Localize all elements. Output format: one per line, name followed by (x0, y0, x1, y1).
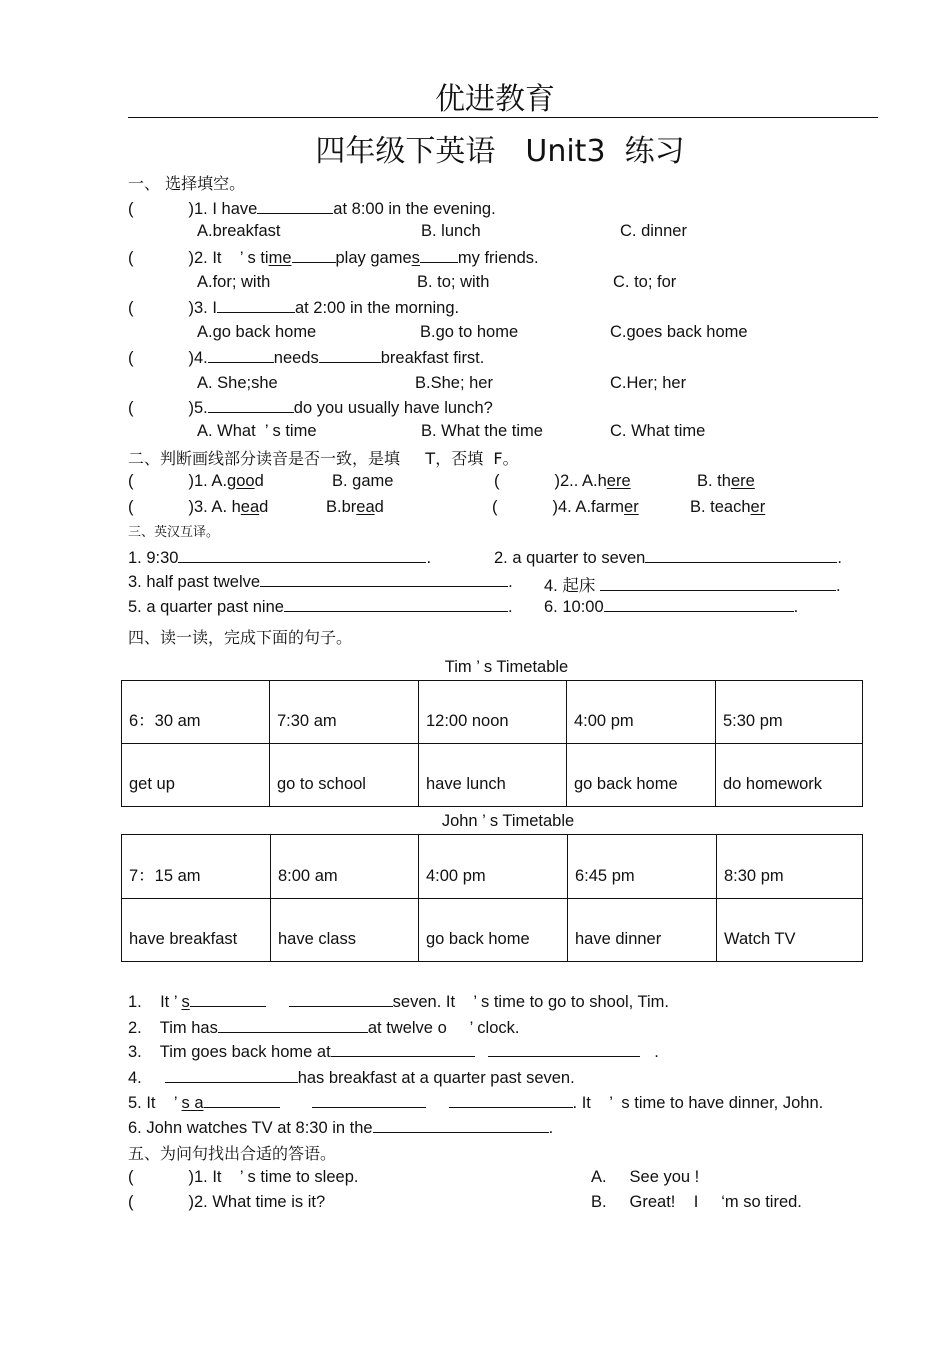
john-activity-cell: go back home (419, 899, 568, 962)
tim-time-cell: 6：30 am (122, 681, 270, 744)
q2-option-c: C. to; for (613, 273, 677, 291)
s4-fill-4: 4. has breakfast at a quarter past seven. (128, 1069, 575, 1087)
section-1-heading: 一、 选择填空。 (128, 174, 246, 193)
q3-option-a: A.go back home (197, 323, 317, 341)
s2-q1: ( )1. A.good (128, 472, 264, 490)
q3-option-c: C.goes back home (610, 323, 748, 341)
org-name: 优进教育 (435, 82, 555, 117)
page-title: 四年级下英语 Unit3 练习 (315, 134, 685, 169)
s4-fill-6: 6. John watches TV at 8:30 in the . (128, 1119, 554, 1137)
s3-item-4: 4. 起床 . (544, 577, 841, 595)
john-activity-cell: have dinner (568, 899, 717, 962)
tim-timetable-caption: Tim ’ s Timetable (444, 658, 569, 676)
q1-stem: ( )1. I have at 8:00 in the evening. (128, 200, 496, 218)
q4-option-b: B.She; her (415, 374, 493, 392)
s5-question-1: ( )1. It ’ s time to sleep. (128, 1168, 359, 1186)
q2-option-b: B. to; with (417, 273, 490, 291)
s3-item-3: 3. half past twelve . (128, 573, 513, 591)
q5-option-a: A. What ’ s time (197, 422, 317, 440)
s2-q4-b: B. teacher (690, 498, 766, 516)
john-time-cell: 7：15 am (122, 835, 271, 899)
s2-q3-b: B.bread (326, 498, 384, 516)
s5-question-2: ( )2. What time is it? (128, 1193, 326, 1211)
s2-q2: ( )2.. A.here (494, 472, 631, 490)
john-time-cell: 6:45 pm (568, 835, 717, 899)
tim-activity-cell: get up (122, 744, 270, 807)
john-activity-cell: Watch TV (717, 899, 863, 962)
q4-option-c: C.Her; her (610, 374, 687, 392)
tim-activity-cell: go back home (567, 744, 716, 807)
q4-stem: ( )4. needs breakfast first. (128, 349, 485, 367)
section-3-heading: 三、英汉互译。 (128, 525, 220, 540)
s4-fill-2: 2. Tim has at twelve o ’ clock. (128, 1019, 520, 1037)
q1-option-b: B. lunch (421, 222, 481, 240)
s2-q3: ( )3. A. head (128, 498, 269, 516)
john-activity-cell: have class (271, 899, 419, 962)
q1-option-a: A.breakfast (197, 222, 281, 240)
q4-option-a: A. She;she (197, 374, 278, 392)
tim-time-cell: 12:00 noon (419, 681, 567, 744)
s4-fill-5: 5. It ’ s a . It ’ s time to have dinner, John. (128, 1094, 824, 1112)
tim-activity-cell: have lunch (419, 744, 567, 807)
john-activity-cell: have breakfast (122, 899, 271, 962)
section-2-heading: 二、判断画线部分读音是否一致，是填 T，否填 F。 (128, 449, 519, 468)
s2-q2-b: B. there (697, 472, 755, 490)
john-time-cell: 4:00 pm (419, 835, 568, 899)
s3-item-2: 2. a quarter to seven . (494, 549, 842, 567)
tim-time-cell: 5:30 pm (716, 681, 863, 744)
tim-timetable (121, 680, 863, 807)
s5-answer-a: A. See you ! (591, 1168, 700, 1186)
s2-q4: ( )4. A.farmer (492, 498, 639, 516)
q1-option-c: C. dinner (620, 222, 687, 240)
s2-q1-b: B. game (332, 472, 394, 490)
q5-option-c: C. What time (610, 422, 706, 440)
tim-time-cell: 4:00 pm (567, 681, 716, 744)
section-4-heading: 四、读一读，完成下面的句子。 (128, 628, 353, 647)
john-time-cell: 8:30 pm (717, 835, 863, 899)
john-timetable (121, 834, 863, 962)
q2-stem: ( )2. It ’ s time play games my friends. (128, 249, 539, 267)
q5-stem: ( )5. do you usually have lunch? (128, 399, 493, 417)
tim-activity-cell: do homework (716, 744, 863, 807)
tim-activity-cell: go to school (270, 744, 419, 807)
s3-item-6: 6. 10:00 . (544, 598, 799, 616)
q2-option-a: A.for; with (197, 273, 271, 291)
q3-option-b: B.go to home (420, 323, 519, 341)
john-timetable-caption: John ’ s Timetable (441, 812, 575, 830)
s4-fill-1: 1. It ’ s seven. It ’ s time to go to shool, Tim. (128, 993, 670, 1011)
s3-item-5: 5. a quarter past nine . (128, 598, 513, 616)
john-time-cell: 8:00 am (271, 835, 419, 899)
header-rule (128, 117, 878, 118)
section-5-heading: 五、为问句找出合适的答语。 (128, 1144, 337, 1163)
s5-answer-b: B. Great! I ‘m so tired. (591, 1193, 802, 1211)
q3-stem: ( )3. I at 2:00 in the morning. (128, 299, 460, 317)
tim-time-cell: 7:30 am (270, 681, 419, 744)
q5-option-b: B. What the time (421, 422, 543, 440)
s4-fill-3: 3. Tim goes back home at . (128, 1043, 659, 1061)
s3-item-1: 1. 9:30 . (128, 549, 432, 567)
